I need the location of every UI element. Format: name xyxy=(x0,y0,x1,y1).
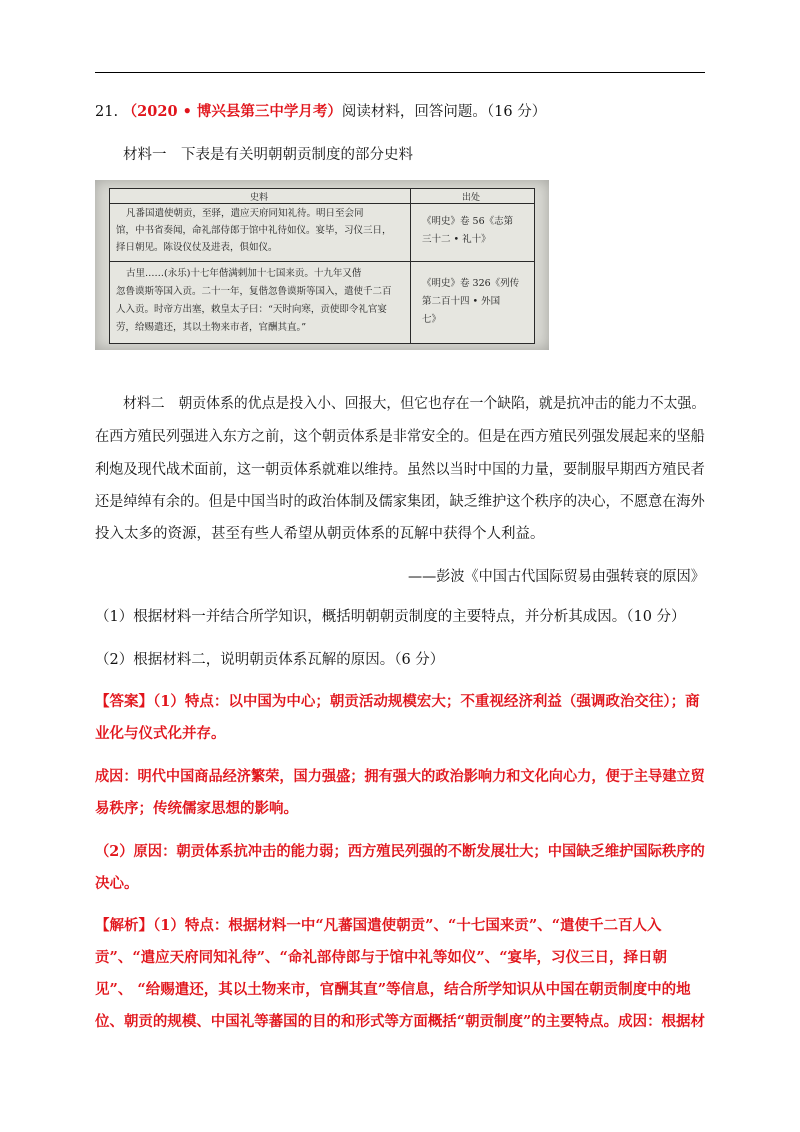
table-row1-line2: 馆，中书省奏闻，命礼部侍郎于馆中礼待如仪。宴毕，习仪三日， xyxy=(116,225,392,236)
material2-line4: 还是绰绰有余的。但是中国当时的政治体制及儒家集团，缺乏维护这个秩序的决心，不愿意在海外 xyxy=(95,494,705,510)
material1-table-photo xyxy=(95,180,549,350)
table-header-source: 出处 xyxy=(462,193,481,203)
material1-intro: 材料一 下表是有关明朝朝贡制度的部分史料 xyxy=(123,147,413,163)
material1-table xyxy=(109,188,535,344)
material2-citation: ——彭波《中国古代国际贸易由强转衰的原因》 xyxy=(408,569,705,585)
table-row2-source2: 第二百十四 • 外国 xyxy=(422,296,501,307)
sub-question-1: （1）根据材料一并结合所学知识，概括明朝朝贡制度的主要特点，并分析其成因。（10 分） xyxy=(95,609,686,625)
question-header xyxy=(95,100,546,121)
analysis-tag: 【解析】 xyxy=(95,917,153,934)
table-header-text: 史料 xyxy=(250,193,269,203)
question-prompt: 阅读材料，回答问题。（16 分） xyxy=(341,104,547,120)
table-row2-source3: 七》 xyxy=(422,314,442,325)
question-number: 21. xyxy=(95,104,119,120)
material2-line5: 投入太多的资源，甚至有些人希望从朝贡体系的瓦解中获得个人利益。 xyxy=(95,526,545,542)
header-rule xyxy=(95,72,705,73)
table-row2-line3: 人入贡。时帝方出塞，敕皇太子曰：“天时向寒，贡使即令礼官宴 xyxy=(116,304,387,315)
analysis-line3: 见”、 “给赐遣还，其以土物来市，官酬其直”等信息，结合所学知识从中国在朝贡制度中的地 xyxy=(95,981,691,998)
table-row1-source2: 三十二 • 礼十》 xyxy=(422,234,491,245)
material2-line3: 利炮及现代战术面前，这一朝贡体系就难以维持。虽然以当时中国的力量，要制服早期西方殖民者 xyxy=(95,462,705,478)
analysis-line4: 位、朝贡的规模、中国礼等蕃国的目的和形式等方面概括“朝贡制度”的主要特点。成因：根据材 xyxy=(95,1013,705,1030)
answer-line3: 成因：明代中国商品经济繁荣，国力强盛；拥有强大的政治影响力和文化向心力，便于主导建立贸 xyxy=(95,768,705,785)
sub-question-2: （2）根据材料二，说明朝贡体系瓦解的原因。（6 分） xyxy=(95,652,445,668)
table-row2-line4: 劳，给赐遣还，其以土物来市者，官酬其直。” xyxy=(116,322,307,333)
answer-line1: 【答案】（1）特点：以中国为中心；朝贡活动规模宏大；不重视经济利益（强调政治交往）；商 xyxy=(95,693,700,710)
answer-line6: 决心。 xyxy=(95,875,139,892)
table-row1-line3: 择日朝见。陈设仪仗及进表，俱如仪。 xyxy=(116,242,278,253)
table-row2-source1: 《明史》卷 326《列传 xyxy=(422,278,520,289)
table-row2-line1: 古里……(永乐)十七年偕满剌加十七国来贡。十九年又偕 xyxy=(126,268,362,279)
table-row1-source1: 《明史》卷 56《志第 xyxy=(422,216,514,227)
answer-line5: （2）原因：朝贡体系抗冲击的能力弱；西方殖民列强的不断发展壮大；中国缺乏维护国际秩序的 xyxy=(95,843,705,860)
analysis-line2: 贡”、“遣应天府同知礼待”、“命礼部侍郎与于馆中礼等如仪”、“宴毕，习仪三日，择日朝 xyxy=(95,949,668,966)
answer-line2: 业化与仪式化并存。 xyxy=(95,725,226,742)
material2-line2: 在西方殖民列强进入东方之前，这个朝贡体系是非常安全的。但是在西方殖民列强发展起来的坚船 xyxy=(95,429,705,445)
material2-line1: 材料二 朝贡体系的优点是投入小、回报大，但它也存在一个缺陷，就是抗冲击的能力不太强。 xyxy=(123,396,706,412)
answer-tag: 【答案】 xyxy=(95,693,153,710)
table-row1-line1: 凡番国遣使朝贡，至驿，遣应天府同知礼待。明日至会同 xyxy=(126,208,364,219)
question-source: （2020 • 博兴县第三中学月考） xyxy=(122,103,342,120)
answer-line4: 易秩序；传统儒家思想的影响。 xyxy=(95,800,298,817)
table-row2-line2: 忽鲁谟斯等国入贡。二十一年，复偕忽鲁谟斯等国入，遣使千二百 xyxy=(116,286,392,297)
analysis-line1: 【解析】（1）特点：根据材料一中“凡蕃国遣使朝贡”、“十七国来贡”、“遣使千二百人入 xyxy=(95,917,662,934)
